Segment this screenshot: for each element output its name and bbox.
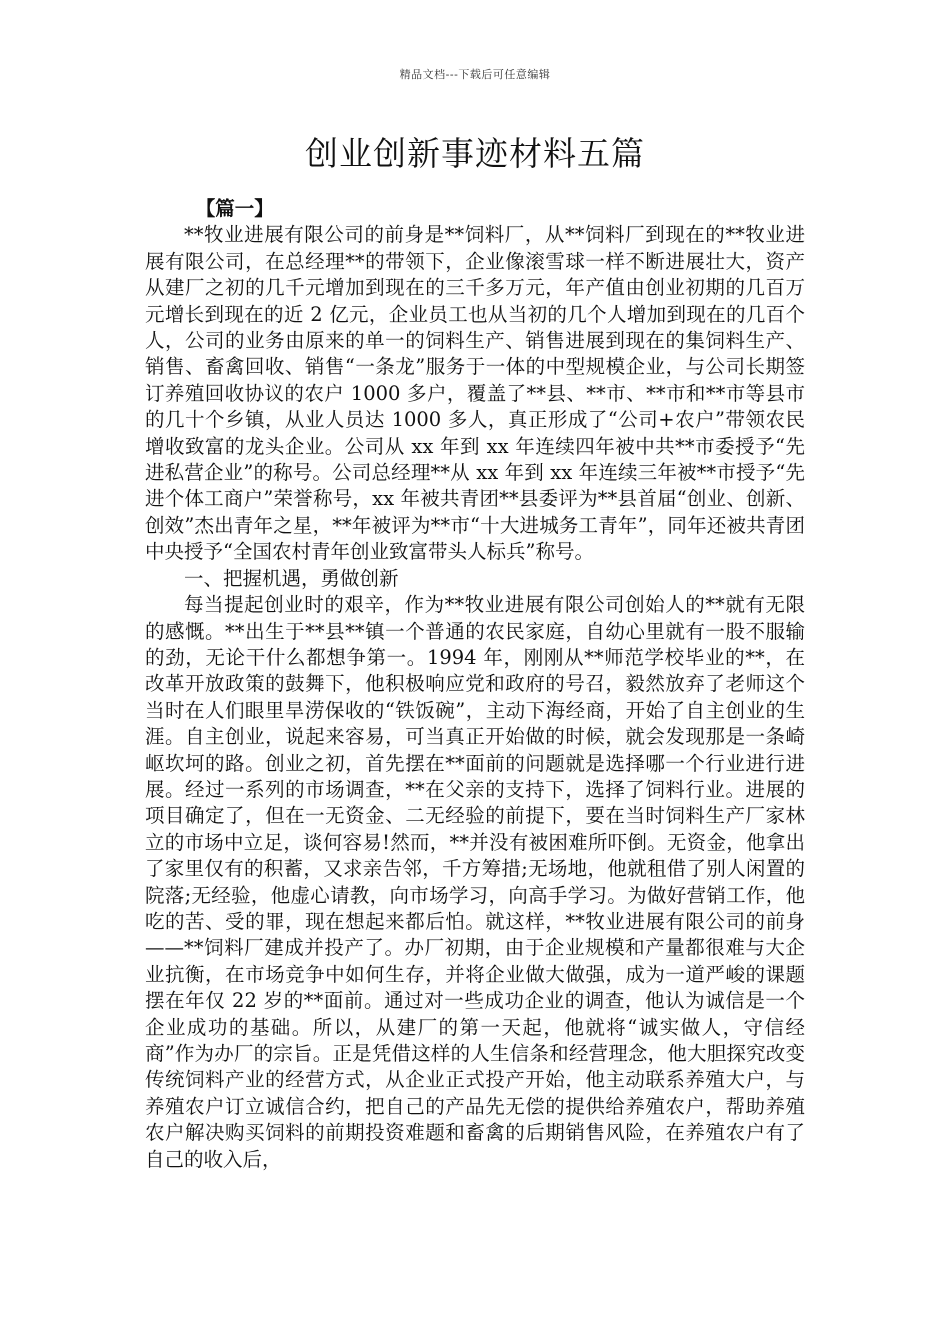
section-label: 【篇一】: [195, 197, 274, 220]
header-note: 精品文档---下载后可任意编辑: [399, 68, 551, 81]
document-body: [145, 196, 805, 1173]
paragraph-story: 每当提起创业时的艰辛，作为**牧业进展有限公司创始人的**就有无限的感慨。**出生于**县**镇一个普通的农民家庭，自幼心里就有一股不服输的劲，无论干什么都想争第一。1994 年，刚刚从**师范学校毕业的**，在改革开放政策的鼓舞下，他积极响应党和政府的号召，毅然放弃了老师这个当时在人们眼里旱涝保收的“铁饭碗”，主动下海经商，开始了自主创业的生涯。自主创业，说起来容易，可当真正开始做的时候，就会发现那是一条崎岖坎坷的路。创业之初，首先摆在**面前的问题就是选择哪一个行业进行进展。经过一系列的市场调查，**在父亲的支持下，选择了饲料行业。进展的项目确定了，但在一无资金、二无经验的前提下，要在当时饲料生产厂家林立的市场中立足，谈何容易!然而，**并没有被困难所吓倒。无资金，他拿出了家里仅有的积蓄，又求亲告邻，千方筹措;无场地，他就租借了别人闲置的院落;无经验，他虚心请教，向市场学习，向高手学习。为做好营销工作，他吃的苦、受的罪，现在想起来都后怕。就这样，**牧业进展有限公司的前身——**饲料厂建成并投产了。办厂初期，由于企业规模和产量都很难与大企业抗衡，在市场竞争中如何生存，并将企业做大做强，成为一道严峻的课题摆在年仅 22 岁的**面前。通过对一些成功企业的调查，他认为诚信是一个企业成功的基础。所以，从建厂的第一天起，他就将“诚实做人，守信经商”作为办厂的宗旨。正是凭借这样的人生信条和经营理念，他大胆探究改变传统饲料产业的经营方式，从企业正式投产开始，他主动联系养殖大户，与养殖农户订立诚信合约，把自己的产品先无偿的提供给养殖农户，帮助养殖农户解决购买饲料的前期投资难题和畜禽的后期销售风险，在养殖农户有了自己的收入后，: [145, 593, 805, 1171]
section-heading: 一、把握机遇，勇做创新: [184, 566, 399, 590]
paragraph-intro: **牧业进展有限公司的前身是**饲料厂，从**饲料厂到现在的**牧业进展有限公司，在总经理**的带领下，企业像滚雪球一样不断进展壮大，资产从建厂之初的几千元增加到现在的三千多万元，年产值由创业初期的几百万元增长到现在的近 2 亿元，企业员工也从当初的几个人增加到现在的几百个人，公司的业务由原来的单一的饲料生产、销售进展到现在的集饲料生产、销售、畜禽回收、销售“一条龙”服务于一体的中型规模企业，与公司长期签订养殖回收协议的农户 1000 多户，覆盖了**县、**市、**市和**市等县市的几十个乡镇，从业人员达 1000 多人，真正形成了“公司+农户”带领农民增收致富的龙头企业。公司从 xx 年到 xx 年连续四年被中共**市委授予“先进私营企业”的称号。公司总经理**从 xx 年到 xx 年连续三年被**市授予“先进个体工商户”荣誉称号，xx 年被共青团**县委评为**县首届“创业、创新、创效”杰出青年之星，**年被评为**市“十大进城务工青年”，同年还被共青团中央授予“全国农村青年创业致富带头人标兵”称号。: [145, 223, 805, 564]
document-title: 创业创新事迹材料五篇: [305, 134, 645, 173]
